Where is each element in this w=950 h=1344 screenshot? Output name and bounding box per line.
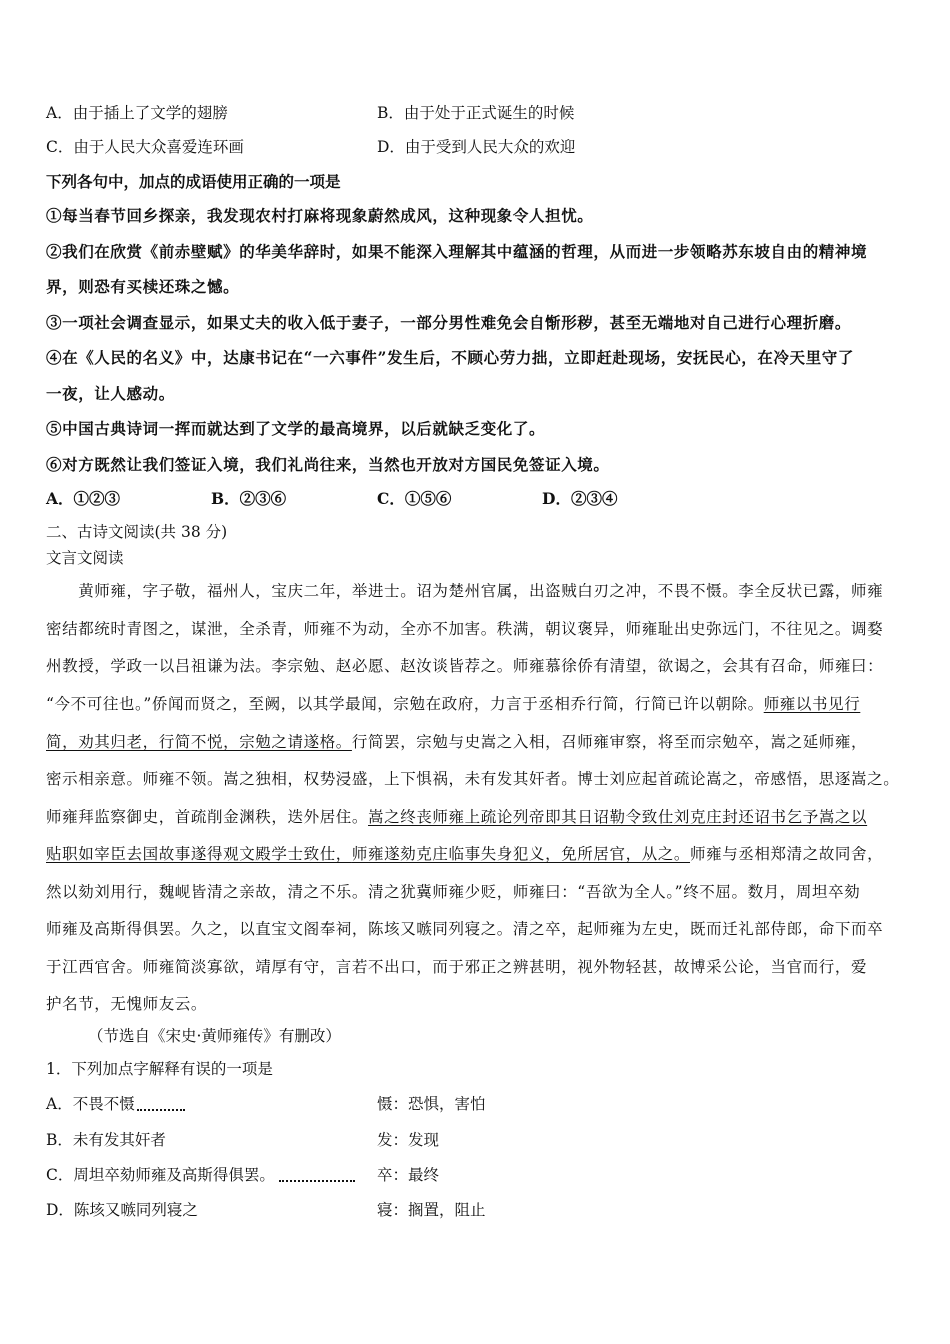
idiom-item-4-cont: 一夜，让人感动。	[46, 384, 175, 403]
passage-line-7-text: 师雍拜监察御史，首疏削金渊秩，迭外居住。	[46, 808, 369, 826]
passage-line-5	[46, 732, 867, 752]
passage-source: （节选自《宋史·黄师雍传》有删改）	[88, 1027, 341, 1045]
idiom-item-1: ①每当春节回乡探亲，我发现农村打麻将现象蔚然成风，这种现象令人担忧。	[46, 206, 594, 225]
q1-stem: 1．下列加点字解释有误的一项是	[46, 1060, 273, 1078]
passage-line-2: 密结都统时青图之，谋泄，全杀青，师雍不为动，全亦不加害。秩满，朝议褒异，师雍耻出史弥远门，不往见之。调婺	[46, 620, 884, 638]
idiom-item-3: ③一项社会调查显示，如果丈夫的收入低于妻子，一部分男性难免会自惭形秽，甚至无端地对自己进行心理折磨。	[46, 313, 852, 332]
passage-line-3: 州教授，学政一以吕祖谦为法。李宗勉、赵必愿、赵汝谈皆荐之。师雍慕徐侨有清望，欲谒之，会其有召命，师雍曰：	[46, 657, 884, 675]
q1-option-a-gloss: 慑：恐惧，害怕	[377, 1095, 486, 1113]
option-d: D．由于受到人民大众的欢迎	[377, 138, 576, 156]
passage-line-5-text: 行简罢，宗勉与史嵩之入相，召师雍审察，将至而宗勉卒，嵩之延师雍，	[351, 733, 868, 751]
answer-c: C．①⑤⑥	[377, 489, 452, 508]
passage-line-1: 黄师雍，字子敬，福州人，宝庆二年，举进士。诏为楚州官属，出盗贼白刃之冲，不畏不慑。李全反状已露，师雍	[46, 582, 884, 600]
passage-line-12: 护名节，无愧师友云。	[46, 995, 208, 1013]
idiom-question-stem: 下列各句中，加点的成语使用正确的一项是	[46, 172, 341, 191]
underlined-sentence-3: 师雍遂劾克庄临事失身犯义，免所居官，从之。	[351, 845, 691, 863]
q1-option-d-gloss: 寝：搁置，阻止	[377, 1201, 486, 1219]
idiom-item-2-cont: 界，则恐有买椟还珠之憾。	[46, 277, 240, 296]
q1-option-c-text: C．周坦卒劾师雍及高斯得俱罢。	[46, 1166, 275, 1184]
section-title: 二、古诗文阅读(共 38 分)	[46, 523, 228, 541]
option-c: C．由于人民大众喜爱连环画	[46, 138, 244, 156]
emphasis-dots	[137, 1099, 185, 1111]
q1-option-b-gloss: 发：发现	[377, 1131, 440, 1149]
passage-line-9: 然以劾刘用行，魏岘皆清之亲故，清之不乐。清之犹冀师雍少贬，师雍曰：“吾欲为全人。”终不屈。数月，周坦卒劾	[46, 883, 861, 901]
passage-line-11: 于江西官舍。师雍简淡寡欲，靖厚有守，言若不出口，而于邪正之辨甚明，视外物轻甚，故博采公论，当官而行，爱	[46, 958, 868, 976]
q1-option-b: B．未有发其奸者	[46, 1131, 166, 1149]
q1-option-a	[46, 1094, 185, 1114]
underlined-sentence-2b: 贴职如宰臣去国故事遂得观文殿学士致仕，	[46, 845, 352, 863]
idiom-item-2: ②我们在欣赏《前赤壁赋》的华美华辞时，如果不能深入理解其中蕴涵的哲理，从而进一步领略苏东坡自由的精神境	[46, 242, 868, 261]
passage-line-10: 师雍及高斯得俱罢。久之，以直宝文阁奉祠，陈垓又嗾同列寝之。清之卒，起师雍为左史，既而迁礼部侍郎，命下而卒	[46, 920, 884, 938]
underlined-sentence-2a: 嵩之终丧师雍上疏论列帝即其日诏勒令致仕刘克庄封还诏书乞予嵩之以	[368, 808, 868, 826]
q1-option-c-gloss: 卒：最终	[377, 1166, 440, 1184]
underlined-sentence-1a: 师雍以书见行	[763, 695, 861, 713]
option-b: B．由于处于正式诞生的时候	[377, 104, 575, 122]
idiom-item-6: ⑥对方既然让我们签证入境，我们礼尚往来，当然也开放对方国民免签证入境。	[46, 455, 610, 474]
q1-option-d: D．陈垓又嗾同列寝之	[46, 1201, 198, 1219]
section-subtitle: 文言文阅读	[46, 549, 124, 567]
underlined-sentence-1b: 简，劝其归老，行简不悦，宗勉之请遂格。	[46, 733, 352, 751]
answer-a: A．①②③	[46, 489, 121, 508]
answer-d: D．②③④	[542, 489, 618, 508]
passage-line-7	[46, 807, 867, 827]
emphasis-dots	[279, 1170, 355, 1182]
q1-option-c	[46, 1165, 355, 1185]
idiom-item-5: ⑤中国古典诗词一挥而就达到了文学的最高境界，以后就缺乏变化了。	[46, 419, 546, 438]
option-a: A．由于插上了文学的翅膀	[46, 104, 228, 122]
idiom-item-4: ④在《人民的名义》中，达康书记在“一六事件”发生后，不顾心劳力拙，立即赶赴现场，安抚民心，在冷天里守了	[46, 348, 854, 367]
q1-option-a-text: A．不畏不慑	[46, 1095, 135, 1113]
passage-line-4	[46, 694, 860, 714]
passage-line-6: 密示相亲意。师雍不领。嵩之独相，权势浸盛，上下惧祸，未有发其奸者。博士刘应起首疏论嵩之，帝感悟，思逐嵩之。	[46, 770, 900, 788]
answer-b: B．②③⑥	[211, 489, 287, 508]
passage-line-8-text: 师雍与丞相郑清之故同舍，	[690, 845, 884, 863]
passage-line-4-text: “今不可往也。”侨闻而贤之，至阙，以其学最闻，宗勉在政府，力言于丞相乔行简，行简已许以朝除。	[46, 695, 764, 713]
passage-line-8	[46, 844, 883, 864]
